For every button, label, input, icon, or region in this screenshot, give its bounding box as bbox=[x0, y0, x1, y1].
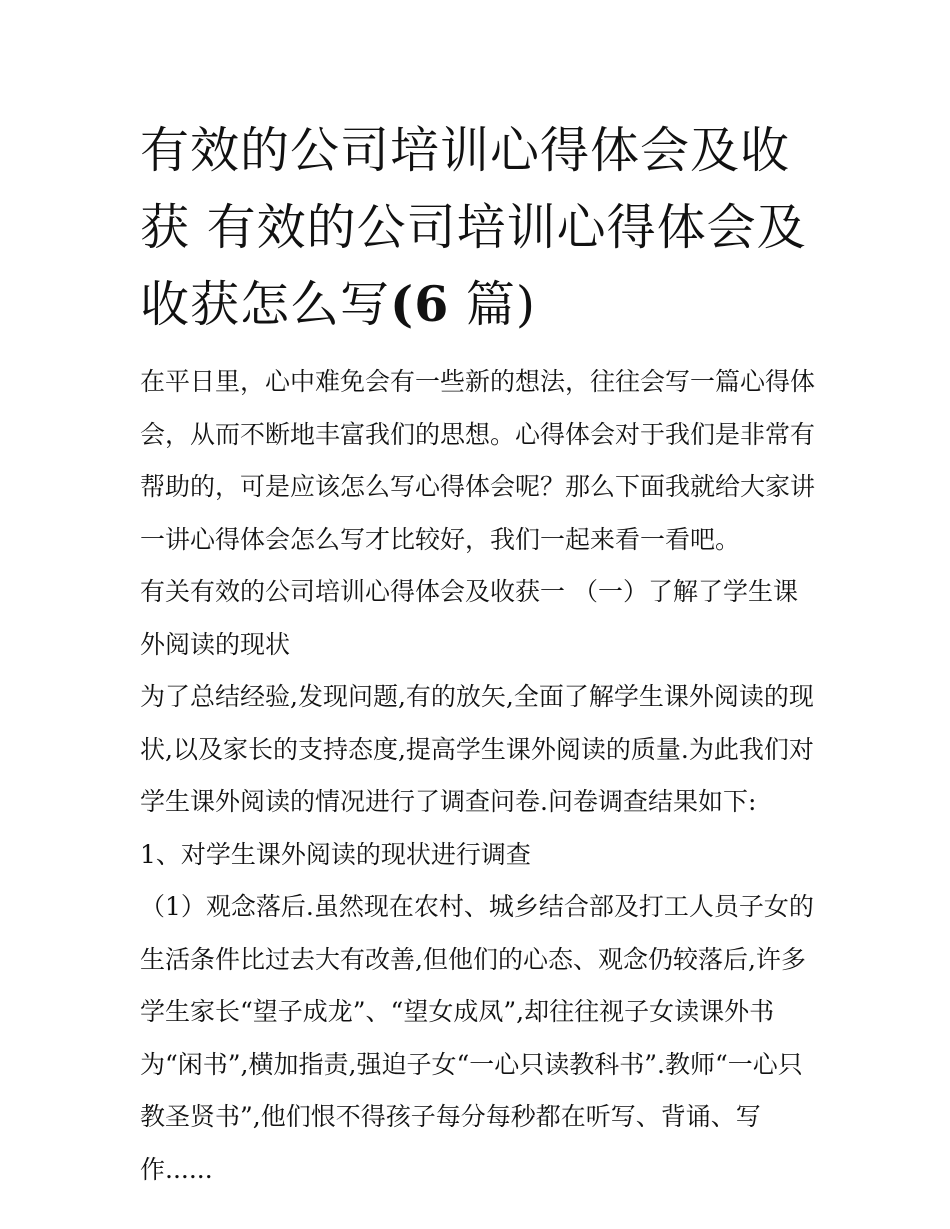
paragraph-intro: 在平日里，心中难免会有一些新的想法，往往会写一篇心得体会，从而不断地丰富我们的思想。心得体会对于我们是非常有帮助的，可是应该怎么写心得体会呢？那么下面我就给大家讲一讲心得体会怎么写才比较好，我们一起来看一看吧。 bbox=[140, 367, 816, 554]
title-count-suffix: 篇) bbox=[449, 276, 536, 333]
paragraph-survey-item-1: 1、对学生课外阅读的现状进行调查 bbox=[140, 839, 531, 869]
paragraph-section-heading: 有关有效的公司培训心得体会及收获一 （一）了解了学生课外阅读的现状 bbox=[140, 577, 798, 659]
document-title bbox=[140, 112, 820, 343]
title-text: 有效的公司培训心得体会及收获 有效的公司培训心得体会及收获怎么写 bbox=[140, 122, 807, 333]
document-body bbox=[140, 356, 816, 1196]
paragraph-survey-detail-1: （1）观念落后.虽然现在农村、城乡结合部及打工人员子女的生活条件比过去大有改善,但他们的心态、观念仍较落后,许多学生家长“望子成龙”、“望女成凤”,却往往视子女读课外书为“闲书”,横加指责,强迫子女“一心只读教科书”.教师“一心只教圣贤书”,他们恨不得孩子每分每秒都在听写、背诵、写作...... bbox=[140, 892, 814, 1184]
paragraph-survey-purpose: 为了总结经验,发现问题,有的放矢,全面了解学生课外阅读的现状,以及家长的支持态度,提高学生课外阅读的质量.为此我们对学生课外阅读的情况进行了调查问卷.问卷调查结果如下: bbox=[140, 682, 814, 816]
title-count: (6 bbox=[390, 275, 450, 333]
